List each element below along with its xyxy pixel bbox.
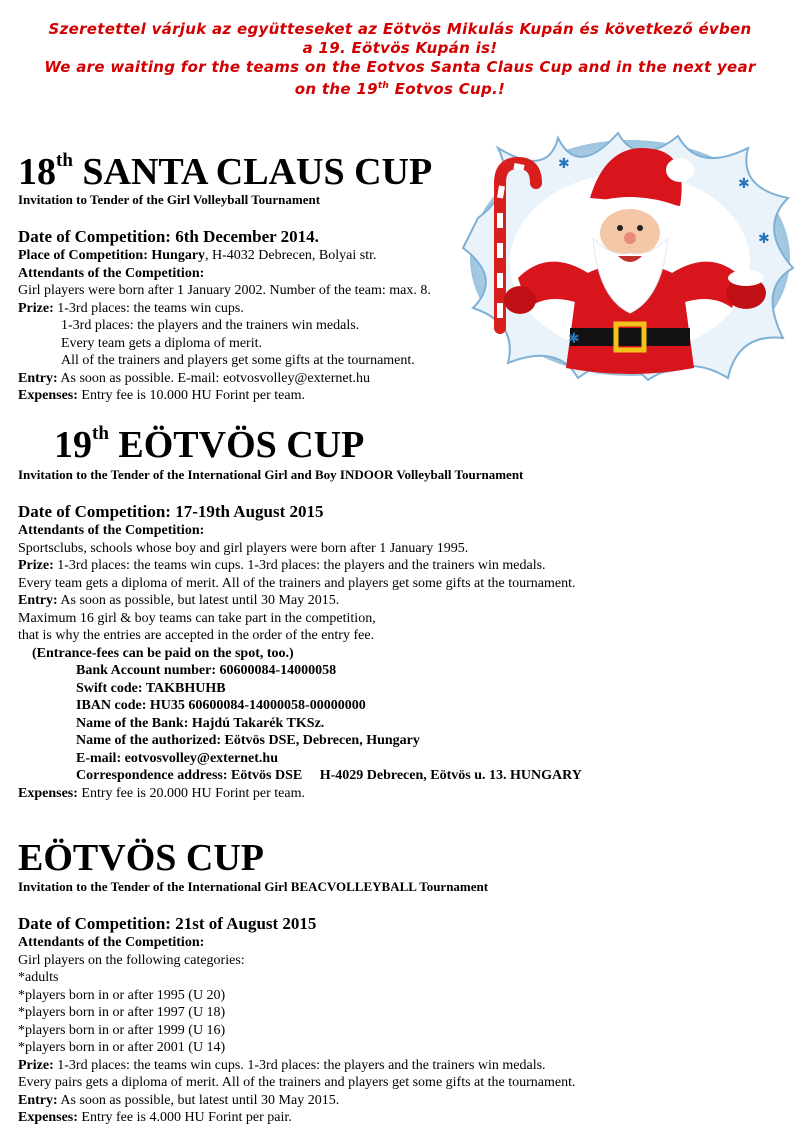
eotvos19-attendants-label: Attendants of the Competition: <box>18 523 205 538</box>
eotvos19-order: that is why the entries are accepted in the order of the entry fee. <box>18 628 375 643</box>
correspondence-address: Correspondence address: Eötvös DSE H-4029 Debrecen, Eötvös u. 13. HUNGARY <box>76 768 582 783</box>
category-item: *players born in or after 1995 (U 20) <box>18 987 226 1003</box>
eotvos19-date: Date of Competition: 17-19th August 2015 <box>18 502 324 521</box>
bank-name: Name of the Bank: Hajdú Takarék TKSz. <box>76 715 325 731</box>
bank-account-number: Bank Account number: 60600084-14000058 <box>76 663 337 678</box>
eotvos-beach-attendants-label: Attendants of the Competition: <box>18 935 205 950</box>
eotvos-beach-attendants-text: Girl players on the following categories: <box>18 952 245 968</box>
eotvos19-details <box>18 502 582 802</box>
category-item: *adults <box>18 970 59 985</box>
santa-place: Place of Competition: Hungary, H-4032 Debrecen, Bolyai str. <box>18 248 377 263</box>
eotvos19-title: 19th EÖTVÖS CUP <box>54 423 365 466</box>
eotvos-beach-date: Date of Competition: 21st of August 2015 <box>18 914 317 933</box>
header-line-2: a 19. Eötvös Kupán is! <box>302 39 498 57</box>
eotvos19-prize: Prize: 1-3rd places: the teams win cups. 1-3rd places: the players and the trainers win medals. <box>18 558 546 573</box>
svg-text:✱: ✱ <box>738 176 750 192</box>
iban-code: IBAN code: HU35 60600084-14000058-00000000 <box>76 698 366 713</box>
santa-prize-4: All of the trainers and players get some gifts at the tournament. <box>61 353 415 368</box>
santa-cup-title: 18th SANTA CLAUS CUP <box>18 150 433 193</box>
header-greeting <box>0 20 800 99</box>
eotvos19-prize-2: Every team gets a diploma of merit. All of the trainers and players get some gifts at the tournament. <box>18 575 576 591</box>
eotvos-beach-prize: Prize: 1-3rd places: the teams win cups. 1-3rd places: the players and the trainers win medals. <box>18 1057 546 1073</box>
category-item: *players born in or after 2001 (U 14) <box>18 1040 226 1055</box>
eotvos19-spot: (Entrance-fees can be paid on the spot, too.) <box>32 645 294 661</box>
svg-text:✱: ✱ <box>758 231 770 247</box>
eotvos-beach-details <box>18 914 576 1127</box>
santa-cup-subtitle: Invitation to Tender of the Girl Volleyball Tournament <box>18 192 321 207</box>
eotvos19-max: Maximum 16 girl & boy teams can take part in the competition, <box>18 610 376 626</box>
santa-prize-2: 1-3rd places: the players and the trainers win medals. <box>61 318 360 333</box>
eotvos19-subtitle: Invitation to the Tender of the International Girl and Boy INDOOR Volleyball Tournament <box>18 467 524 482</box>
santa-date: Date of Competition: 6th December 2014. <box>18 227 319 246</box>
santa-cup-details <box>18 227 431 405</box>
category-item: *players born in or after 1999 (U 16) <box>18 1022 226 1038</box>
eotvos-beach-entry: Entry: As soon as possible, but latest until 30 May 2015. <box>18 1092 340 1108</box>
santa-prize-1: Prize: 1-3rd places: the teams win cups. <box>18 300 244 316</box>
eotvos19-expenses: Expenses: Entry fee is 20.000 HU Forint per team. <box>18 785 305 801</box>
eotvos-beach-subtitle: Invitation to the Tender of the International Girl BEACVOLLEYBALL Tournament <box>18 879 489 894</box>
category-item: *players born in or after 1997 (U 18) <box>18 1005 226 1020</box>
eotvos-beach-prize-2: Every pairs gets a diploma of merit. All of the trainers and players get some gifts at the tournament. <box>18 1075 576 1090</box>
eotvos19-entry: Entry: As soon as possible, but latest until 30 May 2015. <box>18 593 340 608</box>
header-line-3: We are waiting for the teams on the Eotvos Santa Claus Cup and in the next year <box>44 58 756 76</box>
header-line-4: on the 19th Eotvos Cup.! <box>294 80 506 98</box>
eotvos-beach-expenses: Expenses: Entry fee is 4.000 HU Forint per pair. <box>18 1110 292 1125</box>
eotvos19-attendants-text: Sportsclubs, schools whose boy and girl players were born after 1 January 1995. <box>18 540 469 556</box>
swift-code: Swift code: TAKBHUHB <box>76 680 226 696</box>
eotvos-beach-title: EÖTVÖS CUP <box>18 837 264 879</box>
santa-claus-illustration <box>458 128 798 382</box>
bank-email: E-mail: eotvosvolley@externet.hu <box>76 750 278 766</box>
santa-attendants-text: Girl players were born after 1 January 2002. Number of the team: max. 8. <box>18 283 431 298</box>
santa-prize-3: Every team gets a diploma of merit. <box>61 335 262 351</box>
santa-expenses: Expenses: Entry fee is 10.000 HU Forint per team. <box>18 388 305 403</box>
authorized-name: Name of the authorized: Eötvös DSE, Debrecen, Hungary <box>76 733 420 748</box>
santa-attendants-label: Attendants of the Competition: <box>18 265 205 281</box>
svg-text:✱: ✱ <box>558 156 570 172</box>
header-line-1: Szeretettel várjuk az együtteseket az Eötvös Mikulás Kupán és következő évben <box>48 20 752 38</box>
santa-entry: Entry: As soon as possible. E-mail: eotvosvolley@externet.hu <box>18 370 370 386</box>
svg-text:✱: ✱ <box>568 331 580 347</box>
